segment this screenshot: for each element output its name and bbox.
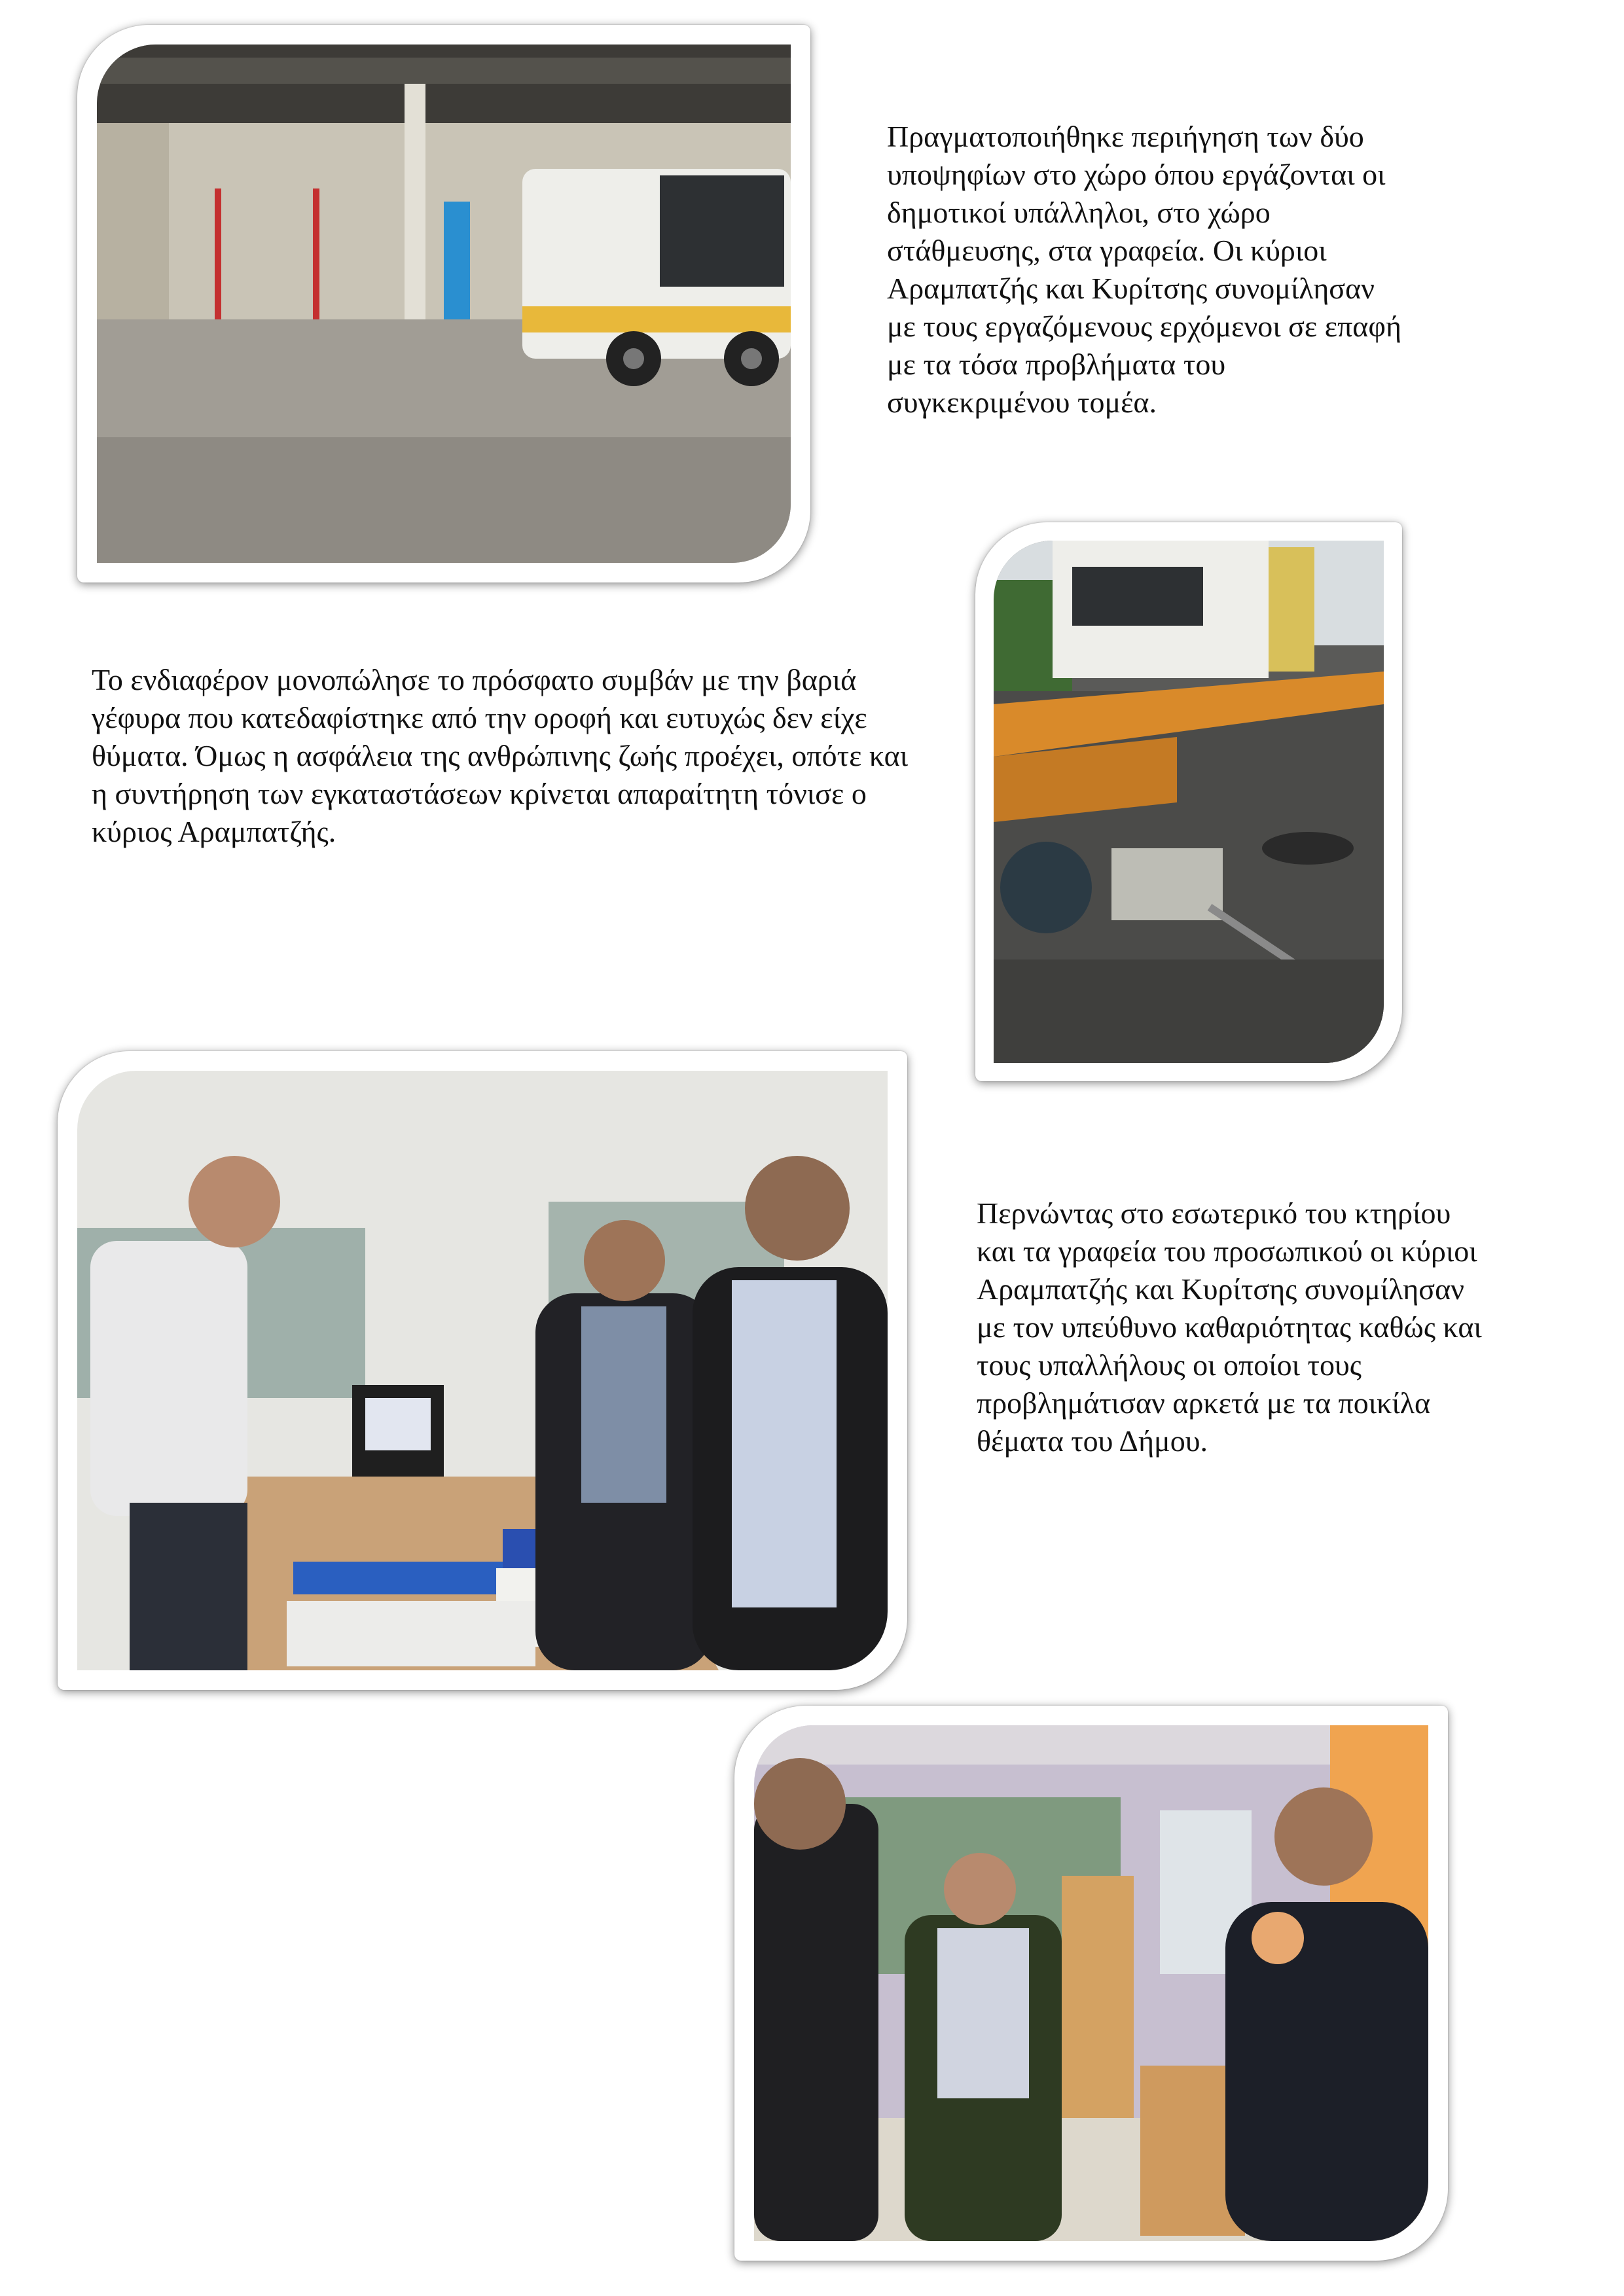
visit-tour-paragraph: Πραγματοποιήθηκε περιήγηση των δύο υποψηφίων στο χώρο όπου εργάζονται οι δημοτικοί υπάλληλοι, στο χώρο στάθμευσης, στα γραφεία. Οι κύριοι Αραμπατζής και Κυρίτσης συνομίλησαν με τους εργαζόμενους ερχόμενοι σε επαφή με τα τόσα προβλήματα του συγκεκριμένου τομέα.	[887, 120, 1401, 419]
fallen-crane-photo	[994, 541, 1384, 1063]
office-corridor-photo-frame	[734, 1706, 1448, 2261]
office-meeting-photo	[77, 1071, 888, 1670]
office-meeting-photo-frame	[58, 1051, 907, 1690]
office-visit-paragraph: Περνώντας στο εσωτερικό του κτηρίου και τα γραφεία του προσωπικού οι κύριοι Αραμπατζής και Κυρίτσης συνομίλησαν με τον υπεύθυνο καθαριότητας καθώς και τους υπαλλήλους οι οποίοι τους προβλημάτισαν αρκετά με τα ποικίλα θέματα του Δήμου.	[977, 1196, 1482, 1458]
garage-photo-frame	[77, 25, 810, 583]
fallen-crane-photo-frame	[975, 522, 1402, 1081]
office-corridor-photo	[754, 1725, 1428, 2241]
crane-incident-paragraph: Το ενδιαφέρον μονοπώλησε το πρόσφατο συμβάν με την βαριά γέφυρα που κατεδαφίστηκε από την οροφή και ευτυχώς δεν είχε θύματα. Όμως η ασφάλεια της ανθρώπινης ζωής προέχει, οπότε και η συντήρηση των εγκαταστάσεων κρίνεται απαραίτητη τόνισε ο κύριος Αραμπατζής.	[92, 663, 909, 848]
garage-photo	[97, 45, 791, 563]
